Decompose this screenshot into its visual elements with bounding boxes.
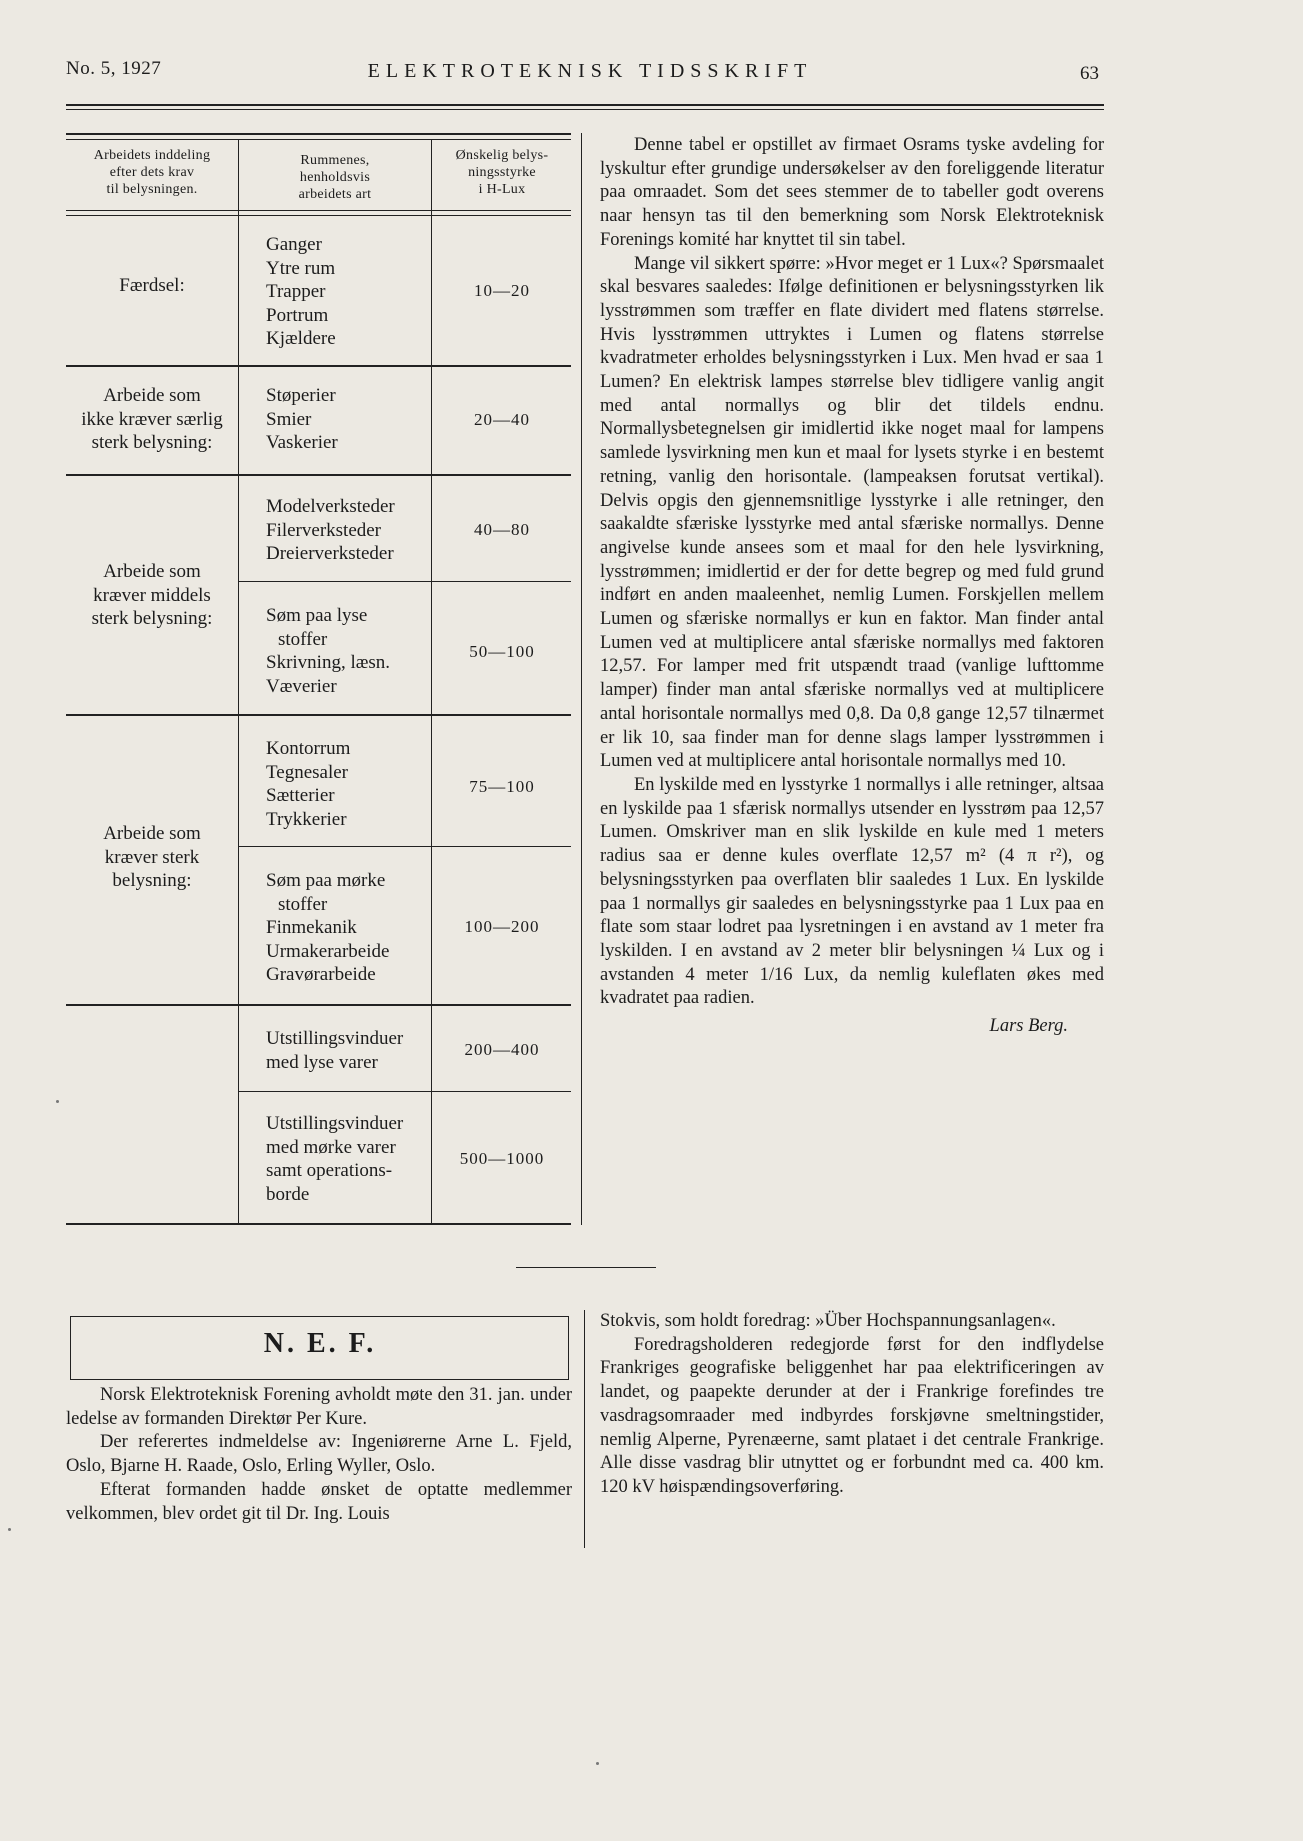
room-line: Trapper xyxy=(266,281,326,302)
room-line: Kjældere xyxy=(266,328,336,349)
category-traffic xyxy=(66,274,238,298)
paragraph: Stokvis, som holdt foredrag: »Über Hochspannungsanlagen«. xyxy=(600,1311,1056,1331)
table-header-rule xyxy=(66,210,571,211)
rooms-medium-work-1 xyxy=(266,495,431,566)
room-line: Kontorrum xyxy=(266,738,351,759)
room-line: stoffer xyxy=(278,893,328,915)
header-line: Rummenes, xyxy=(300,153,370,168)
paragraph: Efterat formanden hadde ønsket de optatte medlemmer velkommen, blev ordet git til Dr. Ing. Louis xyxy=(66,1479,572,1524)
category-line: belysning: xyxy=(112,870,192,891)
room-line: Utstillingsvinduer xyxy=(266,1113,404,1134)
category-line: Arbeide som xyxy=(103,385,201,406)
room-line: Utstillingsvinduer xyxy=(266,1028,404,1049)
paper-speck xyxy=(596,1762,599,1765)
room-line: Støperier xyxy=(266,385,336,406)
page-number: 63 xyxy=(1080,63,1099,84)
header-line: henholdsvis xyxy=(299,170,371,185)
table-vline-2 xyxy=(431,140,432,1225)
room-line: Filerverksteder xyxy=(266,519,382,541)
room-line: Portrum xyxy=(266,304,329,326)
room-line: stoffer xyxy=(278,628,328,650)
category-line: kræver sterk xyxy=(104,846,200,868)
table-rule-bottom xyxy=(66,1223,571,1225)
room-line: borde xyxy=(266,1183,310,1205)
room-line: Gravørarbeide xyxy=(266,964,376,985)
header-line: Arbeidets inddeling xyxy=(93,148,211,163)
table-vline-right xyxy=(581,133,582,1225)
table-vline-1 xyxy=(238,140,239,1225)
room-line: Ytre rum xyxy=(266,257,336,279)
rooms-strong-work-1 xyxy=(266,737,431,831)
rooms-windows-1 xyxy=(266,1027,431,1074)
room-line: Tegnesaler xyxy=(266,761,349,783)
room-line: Søm paa mørke xyxy=(266,870,386,891)
room-line: Skrivning, læsn. xyxy=(266,652,391,673)
category-line: Færdsel: xyxy=(119,275,185,296)
group-rule xyxy=(66,365,571,367)
category-line: sterk belysning: xyxy=(91,432,213,453)
nef-right-column xyxy=(600,1310,1104,1500)
section-separator xyxy=(516,1267,656,1268)
nef-column-divider xyxy=(584,1310,585,1548)
row-rule xyxy=(238,846,571,847)
header-line: Ønskelig belys- xyxy=(455,148,549,163)
lux-value: 10—20 xyxy=(474,281,530,300)
room-line: Smier xyxy=(266,408,312,430)
row-rule xyxy=(238,1091,571,1092)
paragraph: Der referertes indmeldelse av: Ingeniørerne Arne L. Fjeld, Oslo, Bjarne H. Raade, Oslo, Erling Wyller, Oslo. xyxy=(66,1432,572,1477)
group-rule xyxy=(66,714,571,716)
lux-value: 40—80 xyxy=(474,520,530,539)
journal-title: ELEKTROTEKNISK TIDSSKRIFT xyxy=(367,60,813,82)
paragraph: En lyskilde med en lysstyrke 1 normallys i alle retninger, altsaa en lyskilde paa 1 sfærisk normallys utsender en lysstrøm paa 12,57 Lumen. Omskriver man en slik lyskilde en kule med 1 meters radius saa er denne kules overflate 12,57 m² (4 π r²), og belysningsstyrken paa overflaten blir saaledes 1 Lux. En lyskilde paa 1 normallys gir saaledes en belysningsstyrke paa 1 Lux paa en flate som staar lodret paa lysretningen i en avstand av 1 meter fra lyskilden. I en avstand av 2 meter blir belysningen ¼ Lux og i avstanden 4 meter 1/16 Lux, da nemlig kuleflaten økes med kvadratet paa radien. xyxy=(600,774,1104,1009)
rooms-medium-work-2 xyxy=(266,604,431,698)
paper-speck xyxy=(56,1100,59,1103)
category-line: ikke kræver særlig xyxy=(81,408,223,430)
header-rule-top xyxy=(66,104,1104,106)
room-line: Dreierverksteder xyxy=(266,543,394,564)
paragraph: Norsk Elektroteknisk Forening avholdt møte den 31. jan. under ledelse av formanden Direktør Per Kure. xyxy=(66,1385,572,1429)
lux-value: 20—40 xyxy=(474,410,530,429)
header-line: arbeidets art xyxy=(298,187,372,202)
rooms-traffic xyxy=(266,233,431,351)
room-line: Væverier xyxy=(266,675,337,697)
table-header-rooms xyxy=(240,152,430,203)
category-strong-work xyxy=(66,822,238,893)
issue-label: No. 5, 1927 xyxy=(66,58,162,79)
group-rule xyxy=(66,1004,571,1006)
lux-value: 75—100 xyxy=(469,777,535,796)
room-line: Modelverksteder xyxy=(266,496,395,517)
lux-value: 200—400 xyxy=(464,1040,540,1059)
paragraph: Foredragsholderen redegjorde først for den indflydelse Frankriges geografiske beliggenhet har paa elektrificeringen av landet, og paapekte derunder at der i Frankrige forefindes tre vasdragsomraader med indbyrdes forskjøvne smeltningstider, nemlig Alperne, Pyrenæerne, samt plataet i det centrale Frankrige. Alle disse vasdrag blir utnyttet og er forbundnt med ca. 400 km. 120 kV høispændingsoverføring. xyxy=(600,1334,1104,1497)
room-line: med lyse varer xyxy=(266,1051,378,1073)
header-line: ningsstyrke xyxy=(468,165,536,180)
lux-value: 50—100 xyxy=(469,642,535,661)
rooms-strong-work-2 xyxy=(266,869,431,987)
rooms-low-work xyxy=(266,384,431,455)
category-medium-work xyxy=(66,560,238,631)
room-line: Sætterier xyxy=(266,785,335,806)
table-rule-top2 xyxy=(66,139,571,140)
room-line: samt operations- xyxy=(266,1160,393,1181)
header-line: til belysningen. xyxy=(106,182,198,197)
category-low-work xyxy=(66,384,238,455)
category-line: Arbeide som xyxy=(103,561,201,582)
room-line: Ganger xyxy=(266,234,322,255)
room-line: Søm paa lyse xyxy=(266,605,368,626)
room-line: med mørke varer xyxy=(266,1136,396,1158)
article-right-column xyxy=(600,134,1104,1039)
table-header-lux xyxy=(432,147,572,198)
rooms-windows-2 xyxy=(266,1112,431,1206)
room-line: Vaskerier xyxy=(266,432,338,453)
room-line: Finmekanik xyxy=(266,917,357,938)
table-header-category xyxy=(66,147,238,198)
category-line: kræver middels xyxy=(93,584,211,606)
room-line: Trykkerier xyxy=(266,808,347,830)
header-rule-bottom xyxy=(66,109,1104,110)
room-line: Urmakerarbeide xyxy=(266,940,390,962)
paper-speck xyxy=(8,1528,11,1531)
row-rule xyxy=(238,581,571,582)
header-line: i H-Lux xyxy=(478,182,526,197)
nef-left-column xyxy=(66,1384,572,1526)
paragraph: Denne tabel er opstillet av firmaet Osrams tyske avdeling for lyskultur efter grundige undersøkelser av den foreliggende literatur paa omraadet. Som det sees stemmer de to tabeller godt overens naar hensyn tas til den bemerkning som Norsk Elektroteknisk Forenings komité har knyttet til sin tabel. xyxy=(600,135,1104,250)
lux-value: 500—1000 xyxy=(459,1149,545,1168)
table-header-rule2 xyxy=(66,215,571,216)
paragraph: Mange vil sikkert spørre: »Hvor meget er 1 Lux«? Spørsmaalet skal besvares saaledes: Ifølge definitionen er belysningsstyrken lik lysstrømmen som træffer en flate dividert med flatens størrelse. Hvis lysstrømmen uttryktes i Lumen og flatens størrelse kvadratmeter erholdes belysningsstyrken i Lux. Men hvad er saa 1 Lumen? En elektrisk lampes størrelse blev tidligere vanlig angit med antal normallys og blir det tildels endnu. Normallysbetegnelsen gir imidlertid ikke noget maal for lampens samlede lysvirkning men kun et maal for lysets styrke i en bestemt retning, vanlig den horisontale. (lampeaksen forutsat vertikal). Delvis opgis den gjennemsnitlige lysstyrke i alle retninger, den saakaldte sfæriske lysstyrke med antal sfæriske normallys. Denne angivelse kunde ansees som et maal for den hele lysvirkning, lysstrømmen; imidlertid er der for dette begrep og med fuld grund indført en anden maaleenhet, nemlig Lumen. Forskjellen mellem Lumen og sfæriske normallys er kun en faktor. Man finder antal Lumen ved at multiplicere antal sfæriske normallys med faktoren 12,57. For lamper med frit utspændt traad (vanlige lufttomme lamper) finder man antal sfæriske normallys ved at multiplicere antal horisontale normallys med 0,8. Da 0,8 gange 12,57 tilnærmet er lik 10, saa finder man for denne slags lamper lysstrømmen i Lumen ved at multiplicere antal horisontale normallys med 10. xyxy=(600,253,1104,772)
category-line: Arbeide som xyxy=(103,823,201,844)
nef-title: N. E. F. xyxy=(263,1328,377,1359)
group-rule xyxy=(66,474,571,476)
table-rule-top xyxy=(66,133,571,135)
header-line: efter dets krav xyxy=(109,165,195,180)
category-line: sterk belysning: xyxy=(91,608,213,629)
lux-value: 100—200 xyxy=(464,917,540,936)
author-signature: Lars Berg. xyxy=(989,1016,1068,1037)
